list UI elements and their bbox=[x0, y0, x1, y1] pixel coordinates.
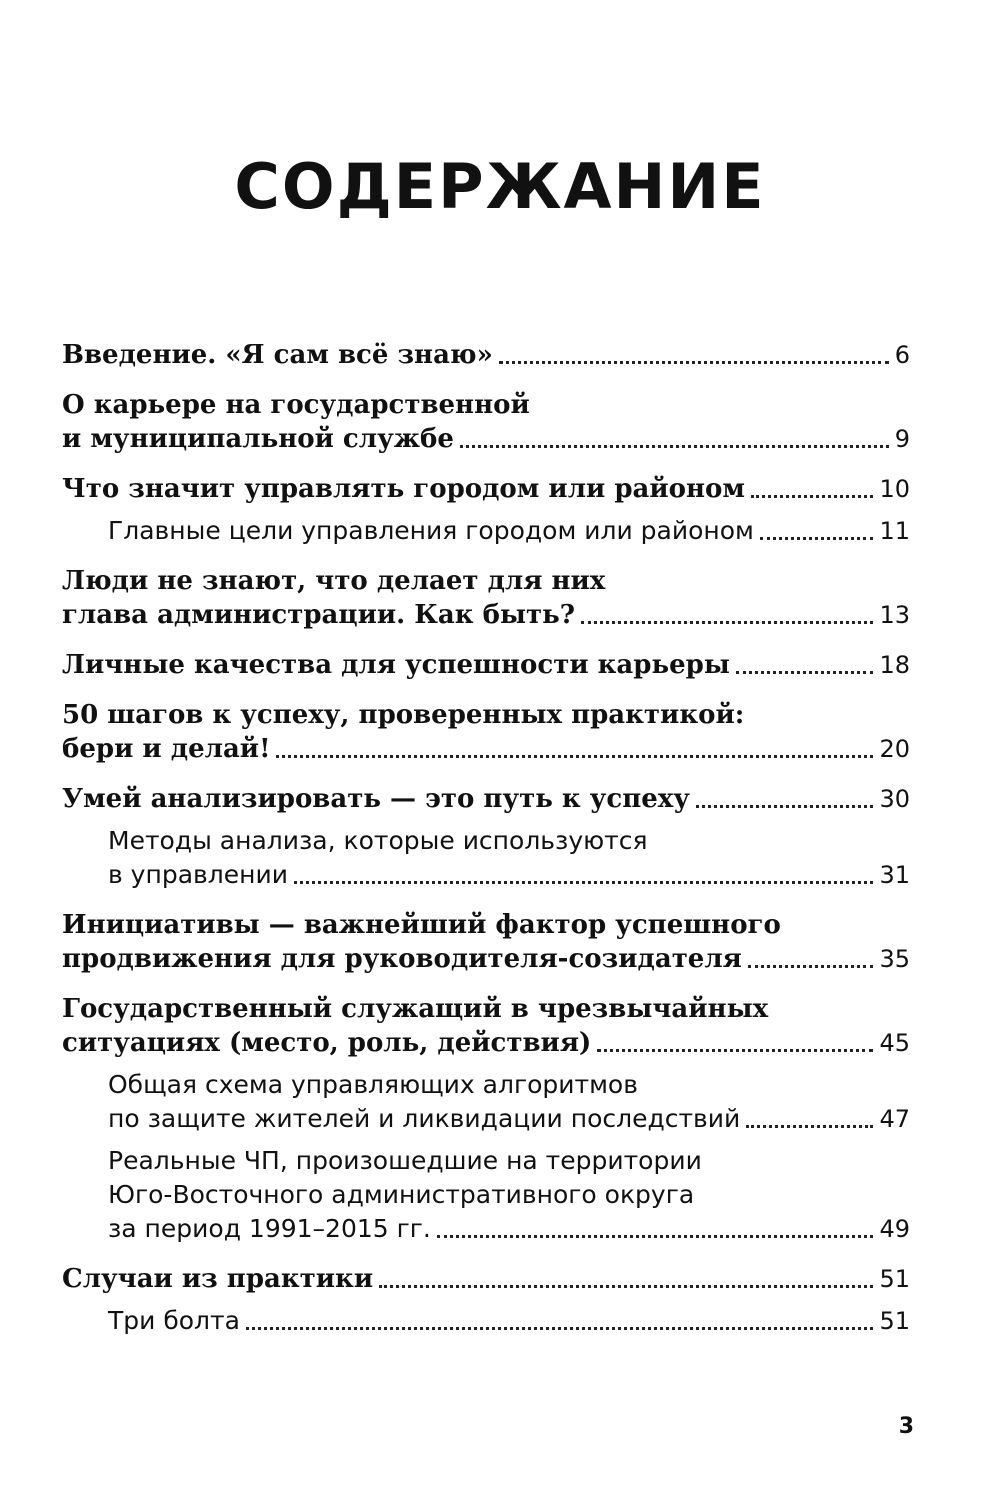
dot-leader bbox=[581, 621, 873, 624]
toc-line bbox=[62, 782, 910, 816]
toc-chapter bbox=[62, 388, 910, 456]
toc-chapter bbox=[62, 908, 910, 976]
toc-page-number: 10 bbox=[879, 475, 910, 503]
toc-line bbox=[108, 1144, 910, 1178]
toc-section bbox=[62, 824, 910, 892]
toc-line bbox=[62, 698, 910, 732]
toc-page-number: 51 bbox=[879, 1265, 910, 1293]
toc-page-number: 20 bbox=[879, 735, 910, 763]
dot-leader bbox=[748, 965, 874, 968]
dot-leader bbox=[379, 1285, 873, 1288]
toc-line bbox=[62, 992, 910, 1026]
toc-page-number: 49 bbox=[879, 1215, 910, 1243]
toc-section bbox=[62, 1068, 910, 1136]
toc-entry-title: глава администрации. Как быть? bbox=[62, 600, 576, 630]
toc-line bbox=[62, 564, 910, 598]
toc-line bbox=[108, 858, 910, 892]
dot-leader bbox=[746, 1125, 873, 1128]
toc-entry-title: Что значит управлять городом или районом bbox=[62, 474, 745, 504]
toc-page-number: 30 bbox=[879, 785, 910, 813]
dot-leader bbox=[246, 1327, 874, 1330]
toc-page-number: 35 bbox=[879, 945, 910, 973]
toc-entry-title: Государственный служащий в чрезвычайных bbox=[62, 994, 769, 1024]
toc-entry-title: Введение. «Я сам всё знаю» bbox=[62, 340, 493, 370]
toc-entry-title: Случаи из практики bbox=[62, 1264, 374, 1294]
toc-line bbox=[62, 388, 910, 422]
toc-page-number: 31 bbox=[879, 861, 910, 889]
dot-leader bbox=[499, 361, 889, 364]
toc-chapter bbox=[62, 992, 910, 1060]
toc-entry-title: за период 1991–2015 гг. bbox=[108, 1214, 431, 1243]
toc-page-number: 45 bbox=[879, 1029, 910, 1057]
toc-line bbox=[62, 598, 910, 632]
toc-entry-title: Реальные ЧП, произошедшие на территории bbox=[108, 1146, 702, 1175]
toc-section bbox=[62, 1304, 910, 1338]
toc-chapter bbox=[62, 1262, 910, 1296]
dot-leader bbox=[460, 445, 889, 448]
toc-entry-title: Методы анализа, которые используются bbox=[108, 826, 648, 855]
page-number: 3 bbox=[898, 1414, 914, 1439]
toc-entry-title: ситуациях (место, роль, действия) bbox=[62, 1028, 592, 1058]
toc-chapter bbox=[62, 698, 910, 766]
dot-leader bbox=[736, 671, 874, 674]
toc-line bbox=[62, 1026, 910, 1060]
toc-entry-title: Общая схема управляющих алгоритмов bbox=[108, 1070, 638, 1099]
toc-page-number: 11 bbox=[879, 517, 910, 545]
toc-line bbox=[62, 1262, 910, 1296]
toc-line bbox=[108, 1212, 910, 1246]
toc-page-number: 18 bbox=[879, 651, 910, 679]
toc-line bbox=[108, 824, 910, 858]
toc-page-number: 13 bbox=[879, 601, 910, 629]
dot-leader bbox=[294, 881, 874, 884]
toc-line bbox=[62, 942, 910, 976]
toc-entry-title: по защите жителей и ликвидации последствий bbox=[108, 1104, 741, 1133]
toc-line bbox=[62, 732, 910, 766]
toc-page-number: 9 bbox=[894, 425, 910, 453]
page-title: СОДЕРЖАНИЕ bbox=[234, 150, 766, 223]
toc-page-number: 47 bbox=[879, 1105, 910, 1133]
toc-entry-title: 50 шагов к успеху, проверенных практикой: bbox=[62, 700, 745, 730]
dot-leader bbox=[751, 495, 873, 498]
toc-line bbox=[108, 514, 910, 548]
toc-line bbox=[108, 1068, 910, 1102]
toc-chapter bbox=[62, 648, 910, 682]
toc-entry-title: бери и делай! bbox=[62, 734, 271, 764]
toc-chapter bbox=[62, 782, 910, 816]
toc-entry-title: в управлении bbox=[108, 860, 288, 889]
toc-line bbox=[62, 908, 910, 942]
toc-line bbox=[108, 1102, 910, 1136]
toc-chapter bbox=[62, 338, 910, 372]
dot-leader bbox=[760, 537, 874, 540]
toc-entry-title: Главные цели управления городом или районом bbox=[108, 516, 754, 545]
dot-leader bbox=[276, 755, 873, 758]
dot-leader bbox=[696, 805, 874, 808]
toc-line bbox=[108, 1304, 910, 1338]
toc-chapter bbox=[62, 564, 910, 632]
toc-entry-title: Личные качества для успешности карьеры bbox=[62, 650, 730, 680]
toc-page-number: 6 bbox=[894, 341, 910, 369]
toc-entry-title: Умей анализировать — это путь к успеху bbox=[62, 784, 690, 814]
toc-entry-title: Три болта bbox=[108, 1306, 240, 1335]
toc-section bbox=[62, 1144, 910, 1246]
toc-entry-title: продвижения для руководителя-созидателя bbox=[62, 944, 742, 974]
toc-entry-title: Люди не знают, что делает для них bbox=[62, 566, 606, 596]
toc-line bbox=[108, 1178, 910, 1212]
toc-line bbox=[62, 422, 910, 456]
toc-line bbox=[62, 338, 910, 372]
dot-leader bbox=[437, 1235, 874, 1238]
table-of-contents bbox=[62, 338, 910, 1354]
toc-entry-title: Инициативы — важнейший фактор успешного bbox=[62, 910, 781, 940]
toc-chapter bbox=[62, 472, 910, 506]
toc-line bbox=[62, 648, 910, 682]
toc-entry-title: и муниципальной службе bbox=[62, 424, 454, 454]
toc-line bbox=[62, 472, 910, 506]
toc-entry-title: Юго-Восточного административного округа bbox=[108, 1180, 695, 1209]
toc-page-number: 51 bbox=[879, 1307, 910, 1335]
toc-entry-title: О карьере на государственной bbox=[62, 390, 530, 420]
dot-leader bbox=[597, 1049, 873, 1052]
toc-section bbox=[62, 514, 910, 548]
